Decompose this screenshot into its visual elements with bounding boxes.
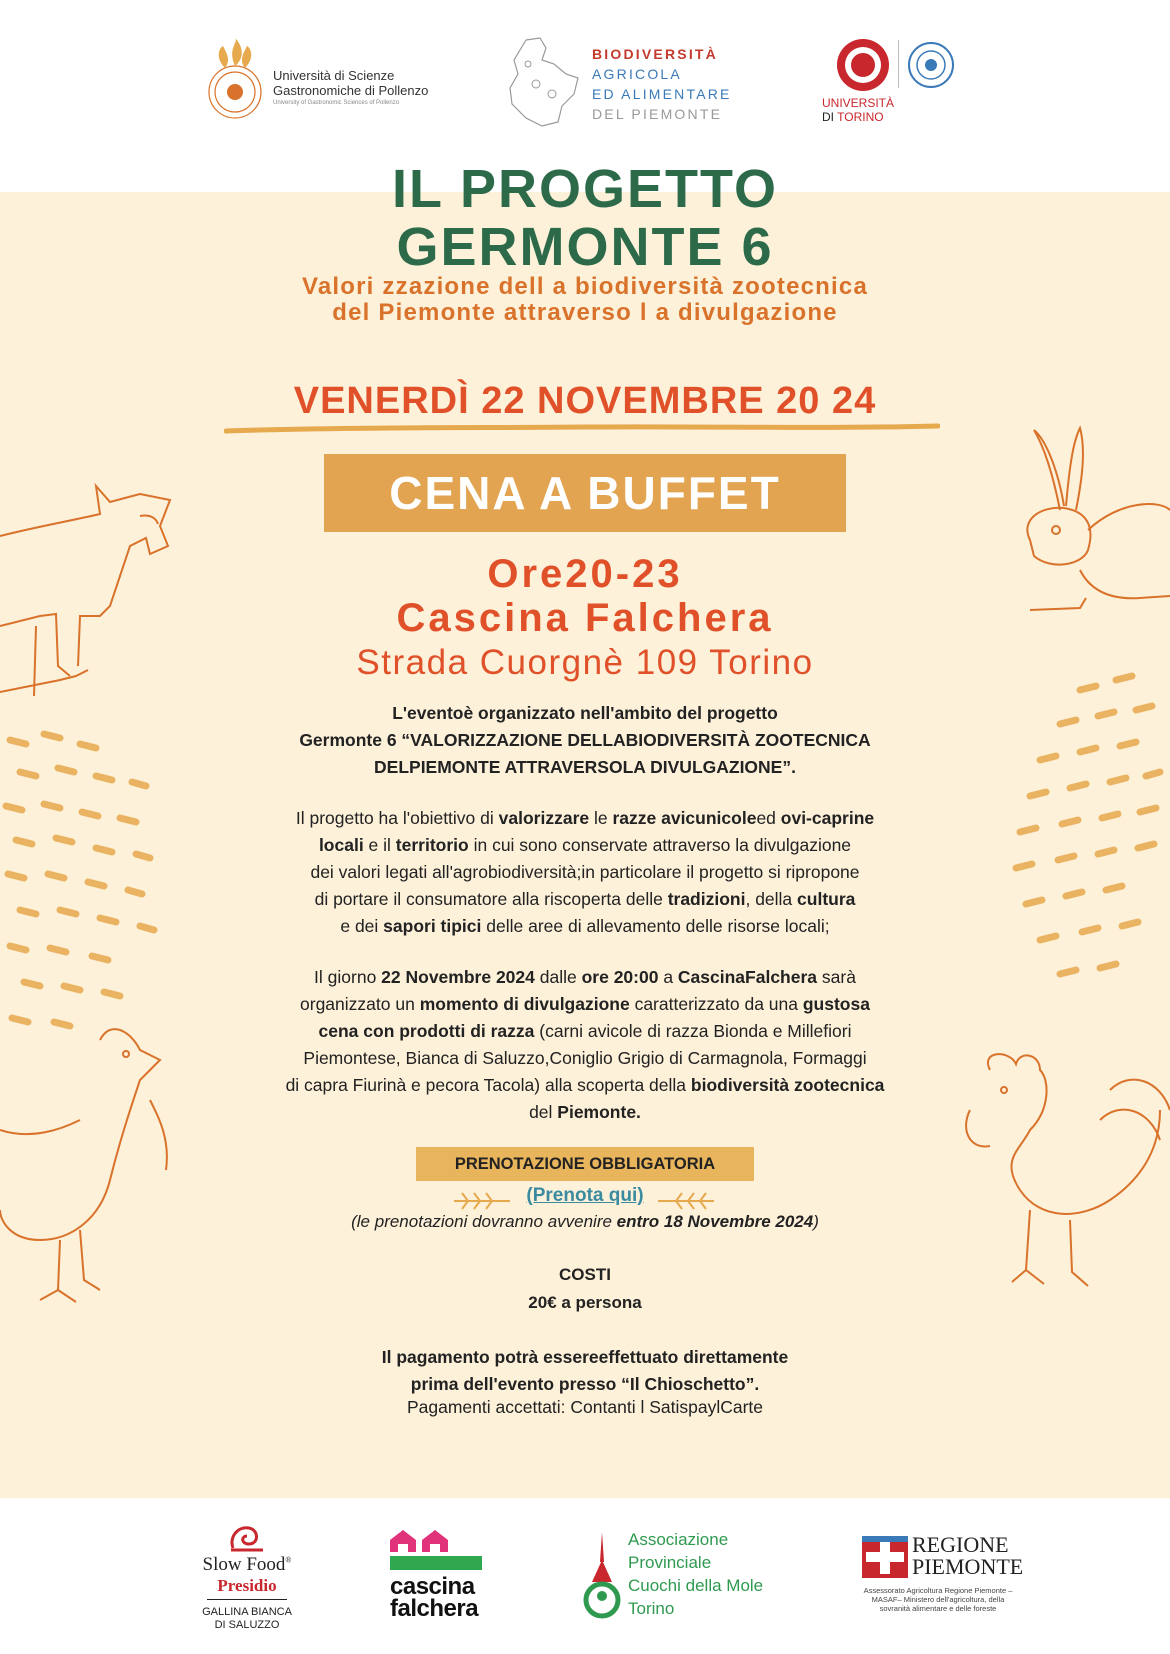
cuochi-line3: Cuochi della Mole [628,1576,764,1595]
regione-line2: PIEMONTE [912,1554,1024,1579]
piemonte-coat-of-arms-icon [862,1536,908,1578]
regione-piemonte-logo [858,1530,1024,1630]
wheat-right-icon [656,1190,716,1212]
slowfood-sub2: DI SALUZZO [214,1619,280,1631]
slowfood-sub1: GALLINA BIANCA [202,1606,292,1618]
bio-line1: BIODIVERSITÀ [592,46,718,62]
cuochi-mole-logo [580,1528,820,1628]
event-venue: Cascina Falchera [396,596,774,640]
slowfood-name: Slow Food [202,1554,286,1575]
dash-pattern-left [0,720,200,1060]
date-underline-stroke [224,422,940,436]
bio-line2: AGRICOLA [592,66,682,82]
project-paragraph: Il progetto ha l'obiettivo di valorizzare le razze avicunicoleed ovi-caprine locali e il territorio in cui sono conservate attraverso la divulgazione dei valori legati all'agrobiodiversità;in particolare il progetto si ripropone di portare il consumatore alla riscoperta delle tradizioni, della cultura e dei sapori tipici delle aree di allevamento delle risorse locali; [295,808,875,936]
payment-line2: prima dell'evento presso “Il Chioschetto”. [410,1374,760,1394]
cuochi-line4: Torino [628,1599,675,1618]
slowfood-registered-mark: ® [285,1555,292,1565]
subtitle-line2: del Piemonte attraverso l a divulgazione [332,299,838,326]
green-bar [390,1556,482,1570]
slowfood-logo [192,1518,302,1638]
bio-line4: DEL PIEMONTE [592,106,723,122]
payment-info [0,1344,1170,1398]
regione-line1: REGIONE [912,1532,1009,1557]
intro-paragraph [220,700,950,781]
event-details-paragraph: Il giorno 22 Novembre 2024 dalle ore 20:00 a CascinaFalchera sarà organizzato un momento di divulgazione caratterizzato da una gustosa cena con prodotti di razza (carni avicole di razza Bionda e Millefiori Piemontese, Bianca di Saluzzo,Coniglio Grigio di Carmagnola, Formaggi di capra Fiurinà e pecora Tacola) alla scoperta della biodiversità zootecnica del Piemonte. [285,967,885,1122]
payment-line1: Il pagamento potrà essereeffettuato direttamente [381,1347,789,1367]
buffet-banner: CENA A BUFFET [324,454,846,532]
page-title [0,160,1170,276]
unisg-name-line1: Università di Scienze [273,68,395,83]
booking-note: (le prenotazioni dovranno avvenire entro 18 Novembre 2024) [351,1212,819,1231]
unisg-tagline: University of Gastronomic Sciences of Pollenzo [273,100,400,106]
event-address: Strada Cuorgnè 109 Torino [356,643,814,682]
price: 20€ a persona [528,1293,642,1312]
scienze-veterinarie-seal-icon [908,42,954,88]
unisg-logo [205,34,455,130]
logo-separator [898,40,899,88]
unisg-seal-icon [205,38,271,124]
house-icon [390,1530,416,1552]
costs-label: COSTI [559,1265,611,1284]
unisg-name-line2: Gastronomiche di Pollenzo [273,83,429,98]
title-line2: GERMONTE 6 [396,217,774,277]
unito-line1: UNIVERSITÀ [822,96,895,110]
booking-required-badge: PRENOTAZIONE OBBLIGATORIA [416,1147,754,1181]
biodiversita-logo [506,34,746,130]
intro-line2: Germonte 6 “VALORIZZAZIONE DELLABIODIVERSITÀ ZOOTECNICA [299,730,871,750]
cuochi-line2: Provinciale [628,1553,712,1572]
slowfood-presidio: Presidio [217,1576,277,1595]
piemonte-map-icon [506,34,582,130]
payment-methods: Pagamenti accettati: Contanti l SatispaylCarte [406,1397,763,1417]
subtitle [0,274,1170,326]
cascina-line2: falchera [390,1595,479,1622]
intro-line1: L'eventoè organizzato nell'ambito del progetto [392,703,778,723]
subtitle-line1: Valori zzazione dell a biodiversità zootecnica [301,273,869,300]
mole-antonelliana-icon [580,1532,624,1622]
unito-seal-icon [836,38,890,92]
dash-pattern-right [1000,670,1170,1030]
title-line1: IL PROGETTO [391,159,779,219]
book-here-link-text[interactable]: (Prenota qui) [526,1185,644,1206]
unito-logo [822,36,972,132]
event-time: Ore20-23 [487,552,683,596]
cascina-falchera-logo [390,1530,490,1630]
event-date: VENERDÌ 22 NOVEMBRE 20 24 [293,380,877,422]
bio-line3: ED ALIMENTARE [592,86,732,102]
cascina-line1: cascina [390,1573,475,1600]
regione-caption: Assessorato Agricoltura Regione Piemonte – MASAF– Ministero dell'agricoltura, della sovranità alimentare e delle foreste [863,1586,1013,1613]
cuochi-line1: Associazione [628,1530,729,1549]
unito-line2b: TORINO [837,110,884,124]
intro-line3: DELPIEMONTE ATTRAVERSOLA DIVULGAZIONE”. [374,757,796,777]
house-icon [422,1530,448,1552]
snail-icon [227,1518,267,1554]
book-here-link[interactable] [0,1185,1170,1207]
unito-line2a: DI [822,110,838,124]
